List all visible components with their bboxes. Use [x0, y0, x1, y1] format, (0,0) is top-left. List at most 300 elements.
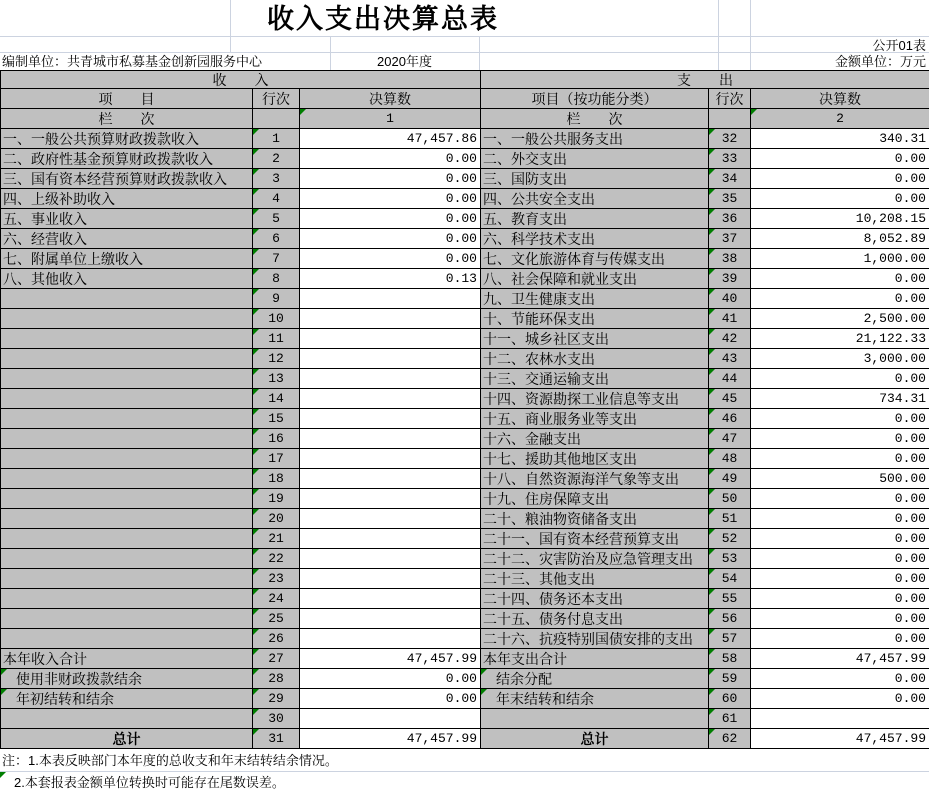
- income-line-number: 16: [268, 431, 284, 446]
- error-indicator-icon: [253, 489, 259, 495]
- expense-item-label: 五、教育支出: [483, 210, 567, 227]
- income-value-cell: [300, 569, 481, 589]
- income-item-cell: [1, 309, 253, 329]
- expense-item-cell: [481, 429, 709, 449]
- income-item-cell: [1, 409, 253, 429]
- expense-line-cell: [709, 629, 751, 649]
- income-line-cell: [253, 189, 300, 209]
- income-line-number: 6: [272, 231, 280, 246]
- expense-line-cell: [709, 389, 751, 409]
- table-code: 公开01表: [872, 38, 926, 53]
- income-item-label: 七、附属单位上缴收入: [3, 250, 143, 267]
- expense-item-label: 十五、商业服务业等支出: [483, 410, 637, 427]
- expense-value-cell: 8,052.89: [751, 229, 929, 249]
- expense-item-cell: [481, 709, 709, 729]
- expense-line-cell: [709, 729, 751, 749]
- unit-label: 金额单位：万元: [834, 54, 926, 69]
- expense-value-cell: 0.00: [751, 189, 929, 209]
- expense-line-number: 61: [721, 711, 738, 726]
- expense-item-cell: [481, 629, 709, 649]
- income-item-cell: [1, 229, 253, 249]
- income-line-number: 21: [268, 531, 284, 546]
- income-line-cell: [253, 669, 300, 689]
- expense-value-cell: 340.31: [751, 129, 929, 149]
- expense-line-number: 34: [721, 171, 738, 186]
- expense-item-label: 十六、金融支出: [483, 430, 581, 447]
- expense-item-cell: [481, 349, 709, 369]
- expense-line-cell: [709, 329, 751, 349]
- error-indicator-icon: [709, 729, 715, 735]
- expense-item-label: 八、社会保障和就业支出: [483, 270, 637, 287]
- error-indicator-icon: [1, 689, 7, 695]
- income-line-cell: [253, 729, 300, 749]
- gridline: [718, 0, 719, 70]
- expense-item-label: 十九、住房保障支出: [483, 490, 609, 507]
- expense-line-number: 49: [721, 471, 738, 486]
- income-item-cell: [1, 629, 253, 649]
- income-value-cell: [300, 609, 481, 629]
- income-line-number: 30: [268, 711, 284, 726]
- error-indicator-icon: [709, 229, 715, 235]
- prepared-by-label: 编制单位：共青城市私募基金创新园服务中心: [2, 54, 263, 69]
- income-item-cell: [1, 349, 253, 369]
- income-line-number: 28: [268, 671, 284, 686]
- error-indicator-icon: [709, 129, 715, 135]
- income-value-cell: 47,457.86: [300, 129, 481, 149]
- error-indicator-icon: [253, 309, 259, 315]
- error-indicator-icon: [709, 609, 715, 615]
- income-item-cell: [1, 649, 253, 669]
- expense-item-label: 二十四、债务还本支出: [483, 590, 623, 607]
- expense-line-number: 62: [721, 731, 738, 746]
- income-value-cell: [300, 389, 481, 409]
- expense-item-cell: [481, 469, 709, 489]
- income-item-cell: [1, 489, 253, 509]
- income-line-number: 26: [268, 631, 284, 646]
- expense-item-cell: [481, 129, 709, 149]
- expense-line-number: 37: [721, 231, 738, 246]
- expense-item-label: 二十三、其他支出: [483, 570, 595, 587]
- expense-item-cell: [481, 169, 709, 189]
- expense-line-header: 行次: [709, 89, 751, 109]
- expense-value-cell: 0.00: [751, 449, 929, 469]
- error-indicator-icon: [709, 149, 715, 155]
- income-item-label: 本年收入合计: [3, 650, 87, 667]
- income-line-cell: [253, 229, 300, 249]
- error-indicator-icon: [253, 509, 259, 515]
- income-line-number: 25: [268, 611, 284, 626]
- expense-item-cell: [481, 549, 709, 569]
- expense-line-cell: [709, 489, 751, 509]
- expense-item-label: 十三、交通运输支出: [483, 370, 609, 387]
- footnotes: [0, 749, 929, 794]
- income-value-cell: [300, 509, 481, 529]
- expense-value-cell: 0.00: [751, 149, 929, 169]
- expense-value-cell: [751, 709, 929, 729]
- income-value-cell: [300, 469, 481, 489]
- error-indicator-icon: [481, 689, 487, 695]
- expense-item-label: 十二、农林水支出: [483, 350, 595, 367]
- income-line-number: 24: [268, 591, 284, 606]
- income-line-cell: [253, 249, 300, 269]
- income-line-number: 1: [272, 131, 280, 146]
- income-line-cell: [253, 329, 300, 349]
- expense-line-cell: [709, 509, 751, 529]
- expense-value-cell: 0.00: [751, 689, 929, 709]
- expense-item-cell: [481, 189, 709, 209]
- income-item-cell: [1, 609, 253, 629]
- expense-value-cell: 0.00: [751, 509, 929, 529]
- error-indicator-icon: [253, 149, 259, 155]
- error-indicator-icon: [253, 709, 259, 715]
- expense-item-label: 总计: [580, 730, 609, 747]
- income-value-cell: [300, 409, 481, 429]
- expense-line-number: 33: [721, 151, 738, 166]
- error-indicator-icon: [253, 169, 259, 175]
- expense-value-cell: 2,500.00: [751, 309, 929, 329]
- expense-value-cell: 1,000.00: [751, 249, 929, 269]
- expense-line-cell: [709, 369, 751, 389]
- income-line-cell: [253, 469, 300, 489]
- error-indicator-icon: [709, 689, 715, 695]
- expense-line-number: 54: [721, 571, 738, 586]
- error-indicator-icon: [253, 209, 259, 215]
- accounts-table: [0, 70, 929, 749]
- error-indicator-icon: [709, 189, 715, 195]
- error-indicator-icon: [253, 429, 259, 435]
- income-value-cell: 0.00: [300, 149, 481, 169]
- error-indicator-icon: [709, 549, 715, 555]
- expense-amount-header: 决算数: [751, 89, 929, 109]
- error-indicator-icon: [253, 589, 259, 595]
- expense-line-cell: [709, 409, 751, 429]
- income-line-cell: [253, 549, 300, 569]
- error-indicator-icon: [709, 469, 715, 475]
- income-line-number: 9: [272, 291, 280, 306]
- error-indicator-icon: [253, 629, 259, 635]
- error-indicator-icon: [709, 669, 715, 675]
- error-indicator-icon: [253, 229, 259, 235]
- expense-item-cell: [481, 569, 709, 589]
- income-value-cell: [300, 549, 481, 569]
- income-line-number: 15: [268, 411, 284, 426]
- income-line-cell: [253, 449, 300, 469]
- income-line-number: 19: [268, 491, 284, 506]
- error-indicator-icon: [253, 469, 259, 475]
- expense-item-label: 二十五、债务付息支出: [483, 610, 623, 627]
- expense-line-number: 38: [721, 251, 738, 266]
- expense-line-cell: [709, 469, 751, 489]
- income-line-cell: [253, 369, 300, 389]
- gridline: [0, 36, 929, 37]
- expense-line-number: 42: [721, 331, 738, 346]
- expense-line-number: 47: [721, 431, 738, 446]
- expense-line-number: 50: [721, 491, 738, 506]
- income-line-header: 行次: [253, 89, 300, 109]
- expense-line-number: 36: [721, 211, 738, 226]
- income-line-number: 4: [272, 191, 280, 206]
- income-item-label: 八、其他收入: [3, 270, 87, 287]
- error-indicator-icon: [709, 529, 715, 535]
- expense-value-cell: 0.00: [751, 589, 929, 609]
- expense-item-label: 本年支出合计: [483, 650, 567, 667]
- expense-item-label: 十、节能环保支出: [483, 310, 595, 327]
- error-indicator-icon: [253, 249, 259, 255]
- expense-line-cell: [709, 609, 751, 629]
- income-line-cell: [253, 629, 300, 649]
- expense-item-cell: [481, 509, 709, 529]
- expense-value-cell: 734.31: [751, 389, 929, 409]
- income-line-number: 22: [268, 551, 284, 566]
- expense-item-label: 二、外交支出: [483, 150, 567, 167]
- expense-line-number: 58: [721, 651, 738, 666]
- expense-line-number: 53: [721, 551, 738, 566]
- income-line-number: 3: [272, 171, 280, 186]
- expense-line-cell: [709, 149, 751, 169]
- expense-item-label: 十八、自然资源海洋气象等支出: [483, 470, 679, 487]
- expense-item-cell: [481, 309, 709, 329]
- income-line-number: 20: [268, 511, 284, 526]
- expense-item-label: 结余分配: [496, 670, 552, 687]
- income-value-cell: [300, 629, 481, 649]
- fiscal-year-label: 2020年度: [377, 54, 432, 69]
- expense-line-cell: [709, 349, 751, 369]
- income-value-cell: [300, 369, 481, 389]
- expense-value-cell: 0.00: [751, 369, 929, 389]
- income-line-number: 11: [268, 331, 284, 346]
- income-item-label: 总计: [112, 730, 141, 747]
- income-line-cell: [253, 269, 300, 289]
- income-line-number: 27: [268, 651, 284, 666]
- income-item-label: 一、一般公共预算财政拨款收入: [3, 130, 199, 147]
- expense-line-cell: [709, 129, 751, 149]
- income-item-cell: [1, 709, 253, 729]
- expense-item-cell: [481, 329, 709, 349]
- income-value-cell: [300, 529, 481, 549]
- error-indicator-icon: [481, 669, 487, 675]
- expense-item-cell: [481, 389, 709, 409]
- income-line-number: 10: [268, 311, 284, 326]
- expense-line-number: 60: [721, 691, 738, 706]
- income-item-label: 使用非财政拨款结余: [16, 670, 142, 687]
- expense-line-cell: [709, 169, 751, 189]
- income-value-cell: [300, 589, 481, 609]
- error-indicator-icon: [709, 649, 715, 655]
- income-line-number: 7: [272, 251, 280, 266]
- report-title: 收入支出决算总表: [267, 4, 499, 34]
- income-line-cell: [253, 529, 300, 549]
- error-indicator-icon: [253, 349, 259, 355]
- expense-line-cell: [709, 429, 751, 449]
- expense-item-cell: [481, 269, 709, 289]
- income-line-number: 14: [268, 391, 284, 406]
- expense-item-cell: [481, 149, 709, 169]
- income-item-cell: [1, 249, 253, 269]
- income-value-cell: [300, 349, 481, 369]
- income-line-cell: [253, 429, 300, 449]
- expense-item-label: 十四、资源勘探工业信息等支出: [483, 390, 679, 407]
- expense-value-cell: 47,457.99: [751, 649, 929, 669]
- expense-line-number: 52: [721, 531, 738, 546]
- expense-line-number: 39: [721, 271, 738, 286]
- income-value-cell: 0.00: [300, 229, 481, 249]
- error-indicator-icon: [253, 689, 259, 695]
- expense-item-label: 十一、城乡社区支出: [483, 330, 609, 347]
- expense-item-label: 二十六、抗疫特别国债安排的支出: [483, 630, 693, 647]
- expense-value-cell: 0.00: [751, 269, 929, 289]
- income-item-cell: [1, 509, 253, 529]
- expense-line-cell: [709, 449, 751, 469]
- income-item-cell: [1, 269, 253, 289]
- income-line-number: 17: [268, 451, 284, 466]
- error-indicator-icon: [1, 669, 7, 675]
- income-line-cell: [253, 489, 300, 509]
- error-indicator-icon: [709, 289, 715, 295]
- income-value-cell: [300, 709, 481, 729]
- expense-item-label: 四、公共安全支出: [483, 190, 595, 207]
- error-indicator-icon: [709, 169, 715, 175]
- expense-value-cell: 47,457.99: [751, 729, 929, 749]
- income-item-label: 五、事业收入: [3, 210, 87, 227]
- expense-value-cell: 0.00: [751, 529, 929, 549]
- income-line-cell: [253, 589, 300, 609]
- income-line-cell: [253, 609, 300, 629]
- expense-line-cell: [709, 249, 751, 269]
- income-value-cell: 47,457.99: [300, 729, 481, 749]
- income-item-cell: [1, 469, 253, 489]
- income-item-cell: [1, 589, 253, 609]
- expense-line-number: 45: [721, 391, 738, 406]
- expense-item-cell: [481, 529, 709, 549]
- expense-value-cell: 10,208.15: [751, 209, 929, 229]
- error-indicator-icon: [709, 369, 715, 375]
- income-line-number: 29: [268, 691, 284, 706]
- error-indicator-icon: [253, 649, 259, 655]
- income-column-index-cell: [300, 109, 481, 129]
- expense-line-number: 51: [721, 511, 738, 526]
- expense-value-cell: 0.00: [751, 489, 929, 509]
- footnote-1-text: 注：1.本表反映部门本年度的总收支和年末结转结余情况。: [2, 753, 338, 768]
- expense-column-index: 2: [836, 111, 844, 126]
- expense-line-cell: [709, 189, 751, 209]
- income-value-cell: [300, 489, 481, 509]
- income-value-cell: [300, 289, 481, 309]
- income-item-label: 六、经营收入: [3, 230, 87, 247]
- expense-line-number: 41: [721, 311, 738, 326]
- expense-value-cell: 0.00: [751, 409, 929, 429]
- footnote-2-text: 2.本套报表金额单位转换时可能存在尾数误差。: [14, 775, 285, 790]
- income-item-cell: [1, 429, 253, 449]
- expense-item-label: 二十二、灾害防治及应急管理支出: [483, 550, 693, 567]
- expense-item-cell: [481, 609, 709, 629]
- gridline: [750, 0, 751, 70]
- expense-value-cell: 0.00: [751, 429, 929, 449]
- error-indicator-icon: [253, 329, 259, 335]
- error-indicator-icon: [253, 189, 259, 195]
- income-value-cell: [300, 329, 481, 349]
- income-line-cell: [253, 169, 300, 189]
- income-line-number: 18: [268, 471, 284, 486]
- expense-line-cell: [709, 289, 751, 309]
- expense-item-cell: [481, 409, 709, 429]
- expense-item-label: 二十、粮油物资储备支出: [483, 510, 637, 527]
- error-indicator-icon: [253, 449, 259, 455]
- income-item-cell: [1, 289, 253, 309]
- error-indicator-icon: [253, 569, 259, 575]
- expense-item-label: 六、科学技术支出: [483, 230, 595, 247]
- expense-item-label: 七、文化旅游体育与传媒支出: [483, 250, 665, 267]
- footnote-1: [0, 749, 929, 772]
- income-item-cell: [1, 129, 253, 149]
- expense-item-cell: [481, 289, 709, 309]
- income-line-cell: [253, 569, 300, 589]
- error-indicator-icon: [709, 489, 715, 495]
- expense-line-number: 44: [721, 371, 738, 386]
- error-indicator-icon: [300, 109, 306, 115]
- error-indicator-icon: [709, 589, 715, 595]
- income-amount-header: 决算数: [300, 89, 481, 109]
- income-line-number: 12: [268, 351, 284, 366]
- income-item-label: 二、政府性基金预算财政拨款收入: [3, 150, 213, 167]
- expense-item-cell: [481, 729, 709, 749]
- income-line-cell: [253, 149, 300, 169]
- expense-line-number: 35: [721, 191, 738, 206]
- income-item-cell: [1, 689, 253, 709]
- error-indicator-icon: [253, 529, 259, 535]
- expense-item-cell: [481, 449, 709, 469]
- income-line-cell: [253, 289, 300, 309]
- income-line-number: 8: [272, 271, 280, 286]
- expense-line-blank-cell: [709, 109, 751, 129]
- income-item-cell: [1, 329, 253, 349]
- income-line-cell: [253, 709, 300, 729]
- expense-line-cell: [709, 689, 751, 709]
- income-value-cell: 0.00: [300, 249, 481, 269]
- expense-item-cell: [481, 589, 709, 609]
- income-item-cell: [1, 549, 253, 569]
- expense-item-cell: [481, 689, 709, 709]
- expense-line-cell: [709, 309, 751, 329]
- expense-item-label: 九、卫生健康支出: [483, 290, 595, 307]
- error-indicator-icon: [253, 729, 259, 735]
- income-item-cell: [1, 169, 253, 189]
- expense-line-number: 56: [721, 611, 738, 626]
- income-column-row-label: 栏 次: [1, 109, 253, 129]
- income-value-cell: 0.00: [300, 669, 481, 689]
- error-indicator-icon: [709, 389, 715, 395]
- income-item-cell: [1, 149, 253, 169]
- error-indicator-icon: [253, 609, 259, 615]
- income-value-cell: [300, 429, 481, 449]
- expense-line-cell: [709, 229, 751, 249]
- income-item-cell: [1, 529, 253, 549]
- income-value-cell: 0.00: [300, 689, 481, 709]
- expense-section-header: 支 出: [481, 71, 929, 89]
- income-line-number: 2: [272, 151, 280, 166]
- income-line-blank-cell: [253, 109, 300, 129]
- expense-value-cell: 21,122.33: [751, 329, 929, 349]
- error-indicator-icon: [709, 629, 715, 635]
- expense-value-cell: 0.00: [751, 609, 929, 629]
- income-value-cell: 0.00: [300, 209, 481, 229]
- income-value-cell: 0.00: [300, 169, 481, 189]
- income-item-cell: [1, 389, 253, 409]
- income-line-number: 13: [268, 371, 284, 386]
- expense-item-cell: [481, 649, 709, 669]
- income-column-index: 1: [386, 111, 394, 126]
- income-line-cell: [253, 409, 300, 429]
- expense-line-number: 40: [721, 291, 738, 306]
